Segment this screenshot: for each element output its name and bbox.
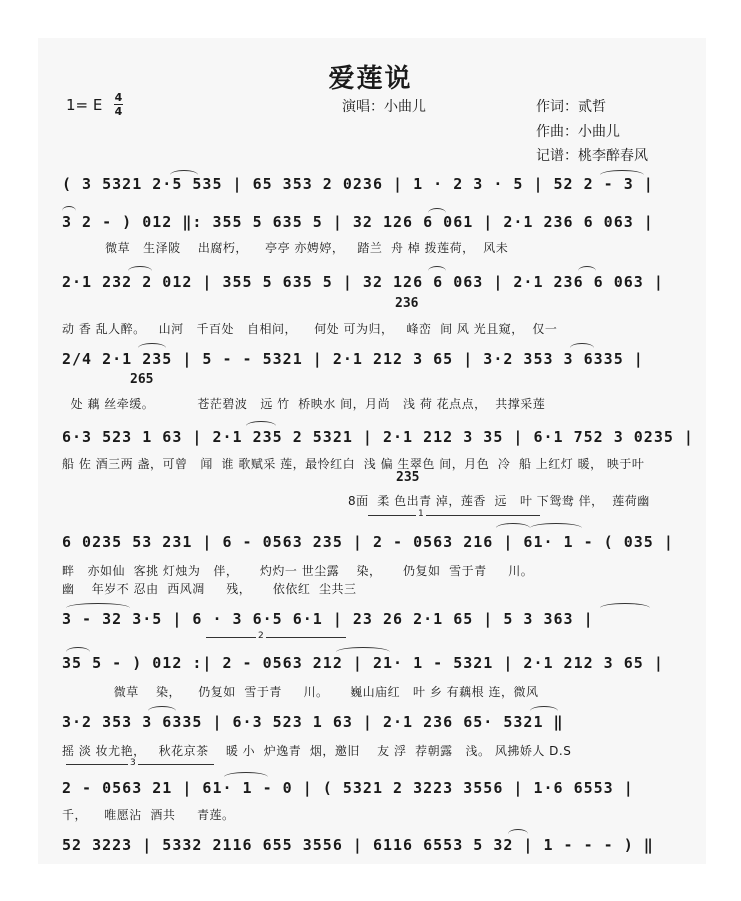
slur bbox=[530, 706, 558, 716]
song-title: 爱莲说 bbox=[328, 64, 413, 94]
lyric-line-8: 微草 染， 仍复如 雪于青 川。 巍山庙红 叶 乡 有藕根 连，微风 bbox=[62, 685, 539, 699]
lyric-alt-line-2: 幽 年岁不 忍由 西风凋 残， 依依红 尘共三 bbox=[62, 582, 357, 596]
time-signature-top: 4 bbox=[114, 91, 123, 104]
notation-line-1: ( 3 5321 2·5 535 | 65 353 2 0236 | 1 · 2 3 · 5 | 52 2 - 3 | bbox=[62, 175, 654, 193]
slur bbox=[66, 647, 90, 657]
slur bbox=[148, 706, 176, 716]
notation-line-5: 6·3 523 1 63 | 2·1 235 2 5321 | 2·1 212 3 35 | 6·1 752 3 0235 | bbox=[62, 428, 694, 446]
lyric-alt-line-1: 8面 柔 色出青 淖，莲香 远 叶 下鸳鸯 伴， 莲荷幽 bbox=[348, 494, 650, 508]
time-signature bbox=[114, 92, 123, 117]
slur bbox=[530, 523, 582, 533]
lyric-line-4: 处 藕 丝牵缓。 苍茫碧波 远 竹 桥映水 间，月尚 浅 荷 花点点， 共撑采莲 bbox=[62, 397, 546, 411]
slur bbox=[600, 603, 650, 613]
slur bbox=[128, 266, 152, 276]
notation-line-11: 52 3223 | 5332 2116 655 3556 | 6116 6553 5 32 | 1 - - - ) ‖ bbox=[62, 836, 654, 854]
lyric-line-3: 动 香 乱人醉。 山河 千百处 自相问， 何处 可为归， 峰峦 间 风 光且窥， 仅一 bbox=[62, 322, 558, 336]
notation-line-4: 2/4 2·1 235 | 5 - - 5321 | 2·1 212 3 65 | 3·2 353 3 6335 | bbox=[62, 350, 644, 368]
harmony-notes-235: 235 bbox=[396, 470, 420, 485]
volta-number-2: 2 bbox=[258, 631, 264, 641]
notation-line-3: 2·1 232 2 012 | 355 5 635 5 | 32 126 6 063 | 2·1 236 6 063 | bbox=[62, 273, 664, 291]
slur bbox=[138, 343, 166, 353]
volta-number-1: 1 bbox=[418, 509, 424, 519]
slur bbox=[508, 829, 528, 839]
slur bbox=[496, 523, 530, 533]
harmony-notes-236: 236 bbox=[395, 296, 419, 311]
notation-line-10: 2 - 0563 21 | 61· 1 - 0 | ( 5321 2 3223 3556 | 1·6 6553 | bbox=[62, 779, 634, 797]
key-signature: 1= E bbox=[66, 96, 103, 114]
volta-bracket-2 bbox=[206, 637, 346, 638]
notation-line-7: 3 - 32 3·5 | 6 · 3 6·5 6·1 | 23 26 2·1 65 | 5 3 363 | bbox=[62, 610, 594, 628]
volta-bracket-3 bbox=[66, 764, 214, 765]
slur bbox=[224, 772, 268, 782]
notation-line-8: 35 5 - ) 012 :| 2 - 0563 212 | 21· 1 - 5321 | 2·1 212 3 65 | bbox=[62, 654, 664, 672]
slur bbox=[66, 603, 130, 613]
composer-credit: 作曲：小曲儿 bbox=[536, 124, 620, 140]
notation-line-6: 6 0235 53 231 | 6 - 0563 235 | 2 - 0563 216 | 61· 1 - ( 035 | bbox=[62, 533, 674, 551]
harmony-notes-265: 265 bbox=[130, 372, 154, 387]
notation-line-2: 3 2 - ) 012 ‖: 355 5 635 5 | 32 126 6 061 | 2·1 236 6 063 | bbox=[62, 213, 654, 231]
lyric-line-5: 船 佐 酒三两 盏，可曾 闻 谁 歌赋采 莲，最怜红白 浅 偏 生翠色 间，月色 冷 船 上红灯 暖， 映于叶 bbox=[62, 457, 645, 471]
transcriber-credit: 记谱：桃李醉春风 bbox=[536, 148, 648, 164]
lyric-line-9: 摇 淡 妆尤艳， 秋花京茶 暖 小 炉逸青 烟，邀旧 友 浮 荐朝露 浅。 风拂娇人 D.S bbox=[62, 744, 572, 758]
slur bbox=[600, 170, 644, 180]
lyric-line-2: 微草 生泽陂 出腐朽， 亭亭 亦娉婷， 踏兰 舟 棹 拨莲荷， 风未 bbox=[62, 241, 509, 255]
lyricist-credit: 作词：贰哲 bbox=[536, 99, 606, 115]
slur bbox=[428, 266, 446, 276]
lyric-line-10: 千， 唯愿沾 酒共 青莲。 bbox=[62, 808, 235, 822]
lyric-line-6: 畔 亦如仙 客挑 灯烛为 伴， 灼灼一 世尘露 染， 仍复如 雪于青 川。 bbox=[62, 564, 534, 578]
volta-bracket-1 bbox=[368, 515, 540, 516]
slur bbox=[578, 266, 596, 276]
singer-credit: 演唱：小曲儿 bbox=[342, 99, 426, 115]
slur bbox=[428, 208, 446, 218]
time-signature-bottom: 4 bbox=[114, 105, 123, 118]
slur bbox=[246, 421, 276, 431]
notation-line-9: 3·2 353 3 6335 | 6·3 523 1 63 | 2·1 236 65· 5321 ‖ bbox=[62, 713, 564, 731]
slur bbox=[336, 647, 390, 657]
volta-number-3: 3 bbox=[130, 758, 136, 768]
slur bbox=[570, 343, 594, 353]
slur bbox=[62, 206, 76, 216]
slur bbox=[170, 170, 198, 180]
